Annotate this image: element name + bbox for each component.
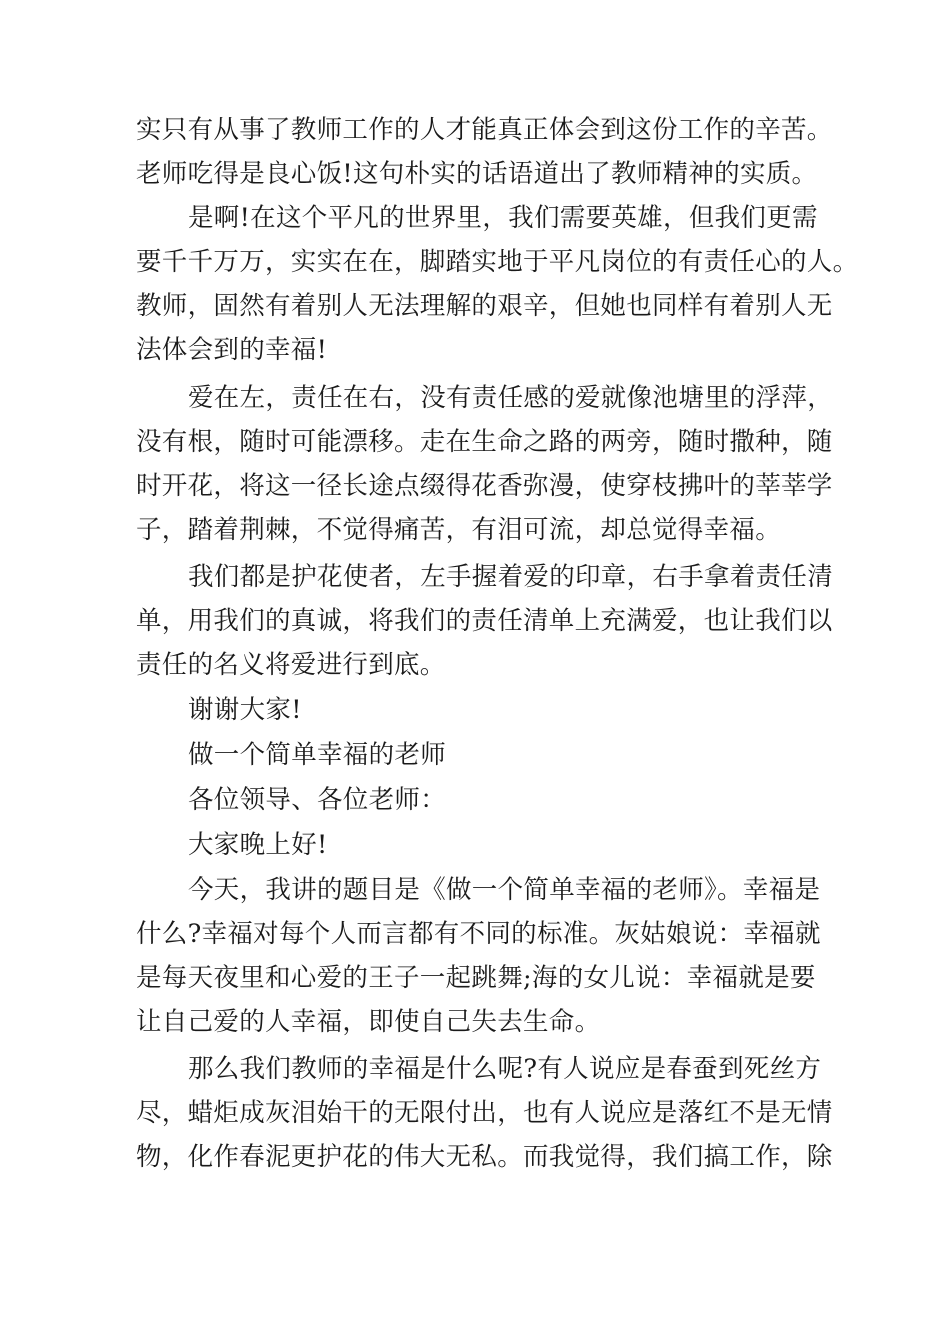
text-line: 单，用我们的真诚，将我们的责任清单上充满爱，也让我们以 xyxy=(136,606,833,636)
paragraph-start-line: 我们都是护花使者，左手握着爱的印章，右手拿着责任清 xyxy=(188,562,834,592)
text-line: 尽，蜡炬成灰泪始干的无限付出，也有人说应是落红不是无情 xyxy=(136,1098,833,1128)
closing-line: 谢谢大家! xyxy=(188,695,302,725)
speech-title: 做一个简单幸福的老师 xyxy=(188,740,447,770)
text-line: 是每天夜里和心爱的王子一起跳舞;海的女儿说：幸福就是要 xyxy=(136,963,816,993)
text-line: 要千千万万，实实在在，脚踏实地于平凡岗位的有责任心的人。 xyxy=(136,247,859,277)
paragraph-start-line: 爱在左，责任在右，没有责任感的爱就像池塘里的浮萍， xyxy=(188,383,834,413)
text-line: 时开花，将这一径长途点缀得花香弥漫，使穿枝拂叶的莘莘学 xyxy=(136,471,833,501)
text-line: 法体会到的幸福! xyxy=(136,335,328,365)
text-line: 老师吃得是良心饭!这句朴实的话语道出了教师精神的实质。 xyxy=(136,159,818,189)
text-line: 子，踏着荆棘，不觉得痛苦，有泪可流，却总觉得幸福。 xyxy=(136,515,782,545)
text-line: 责任的名义将爱进行到底。 xyxy=(136,650,446,680)
text-line: 没有根，随时可能漂移。走在生命之路的两旁，随时撒种，随 xyxy=(136,427,833,457)
paragraph-start-line: 那么我们教师的幸福是什么呢?有人说应是春蚕到死丝方 xyxy=(188,1054,822,1084)
salutation-line: 各位领导、各位老师： xyxy=(188,785,447,815)
greeting-line: 大家晚上好! xyxy=(188,830,328,860)
text-line: 让自己爱的人幸福，即使自己失去生命。 xyxy=(136,1007,601,1037)
paragraph-start-line: 是啊!在这个平凡的世界里，我们需要英雄，但我们更需 xyxy=(188,203,818,233)
paragraph-start-line: 今天，我讲的题目是《做一个简单幸福的老师》。幸福是 xyxy=(188,875,821,905)
text-line: 物，化作春泥更护花的伟大无私。而我觉得，我们搞工作，除 xyxy=(136,1142,833,1172)
text-line: 实只有从事了教师工作的人才能真正体会到这份工作的辛苦。 xyxy=(136,115,833,145)
text-line: 什么?幸福对每个人而言都有不同的标准。灰姑娘说：幸福就 xyxy=(136,919,821,949)
text-line: 教师，固然有着别人无法理解的艰辛，但她也同样有着别人无 xyxy=(136,291,833,321)
